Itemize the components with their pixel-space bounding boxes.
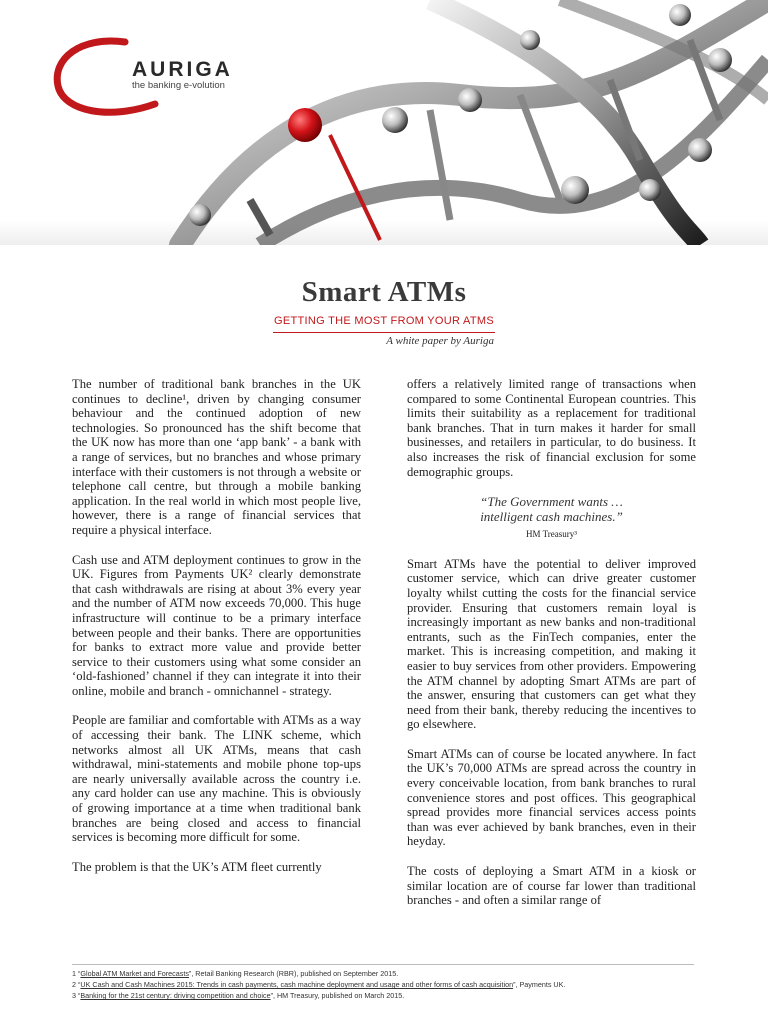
page-title: Smart ATMs [301,276,467,308]
logo-wordmark: AURIGA [132,58,233,81]
paragraph: The costs of deploying a Smart ATM in a kiosk or similar location are of course far lower than traditional branches - and often a similar range of [407,864,696,908]
right-column [407,377,696,923]
footnote-number: 2 [72,980,76,989]
header-banner [0,0,768,245]
footnote-link[interactable]: UK Cash and Cash Machines 2015: Trends in cash payments, cash machine deployment and usage and other forms of cash acquisition [80,980,514,989]
byline: A white paper by Auriga [386,335,494,347]
paragraph: The problem is that the UK’s ATM fleet currently [72,859,322,874]
title-rule [273,332,495,333]
footnote [72,979,712,990]
footnote-text: ”, Payments UK. [513,980,566,989]
footnote-number: 1 [72,969,76,978]
auriga-logo [50,34,260,120]
page-subtitle: GETTING THE MOST FROM YOUR ATMS [274,315,494,327]
footnotes [72,968,712,1001]
quote-source: HM Treasury³ [526,529,577,540]
footnote-rule [72,964,694,965]
paragraph: People are familiar and comfortable with ATMs as a way of accessing their bank. The LINK scheme, which networks almost all UK ATMs, means that cash withdrawal, mini-statements and mobile phone top-ups are nearly universally available across the country i.e. any card holder can use any machine. This is obviously of growing importance at a time when traditional bank branches are being closed and access to financial services is becoming more difficult for some. [72,713,361,845]
quote-line-1: “The Government wants … [480,494,623,510]
footnote-quote: “ [76,980,81,989]
footnote [72,990,712,1001]
pull-quote [407,494,696,542]
paragraph: Smart ATMs have the potential to deliver improved customer service, which can drive greater customer loyalty whilst cutting the costs for the financial service provider. Ensuring that customers remain loyal is increasingly important as new banks and non-traditional entrants, such as the FinTech companies, enter the market. This is increasing competition, and making it easier to buy services from other providers. Empowering the ATM channel by adopting Smart ATMs are part of the answer, ensuring that customers can get what they need from their bank, thereby reducing the incentives to go elsewhere. [407,556,696,732]
paragraph: Smart ATMs can of course be located anywhere. In fact the UK’s 70,000 ATMs are spread across the country in every conceivable location, from bank branches to rural convenience stores and post offices. This geographical spread provides more financial services access points than was ever achieved by bank branches, even in their heyday. [407,746,696,849]
footnote [72,968,712,979]
footnote-quote: “ [76,969,81,978]
left-column [72,377,361,889]
footnote-text: ”, Retail Banking Research (RBR), published on September 2015. [188,969,399,978]
paragraph: The number of traditional bank branches in the UK continues to decline¹, driven by changing consumer behaviour and the continued adoption of new technologies. So pronounced has the shift become that the UK now has more than one ‘app bank’ - a bank with a range of services, but no branches and whose primary interface with their customers is not through a website or telephone call centre, but through a mobile banking application. In the real world in which most people live, however, there is a range of financial services that require a physical interface. [72,377,361,537]
footnote-number: 3 [72,991,76,1000]
paragraph: Cash use and ATM deployment continues to grow in the UK. Figures from Payments UK² clearly demonstrate that cash withdrawals are rising at about 3% every year and the number of ATM now exceeds 70,000. This huge infrastructure will continue to be a primary interface between people and their banks. There are opportunities for banks to extract more value and provide better service to their customers using what some consider an ‘old-fashioned’ channel if they can integrate it into their online, mobile and branch - omnichannel - strategy. [72,552,361,698]
footnote-link[interactable]: Banking for the 21st century: driving competition and choice [80,991,271,1000]
footnote-link[interactable]: Global ATM Market and Forecasts [80,969,189,978]
logo-tagline: the banking e-volution [132,80,225,91]
footnote-text: ”, HM Treasury, published on March 2015. [270,991,405,1000]
title-block [0,276,768,327]
quote-line-2: intelligent cash machines.” [480,509,623,525]
footnote-quote: “ [76,991,81,1000]
paragraph: offers a relatively limited range of transactions when compared to some Continental European countries. This limits their suitability as a replacement for traditional bank branches. That in turn makes it harder for small businesses, and retailers in particular, to do business. It also increases the risk of financial exclusion for some demographic groups. [407,377,696,479]
